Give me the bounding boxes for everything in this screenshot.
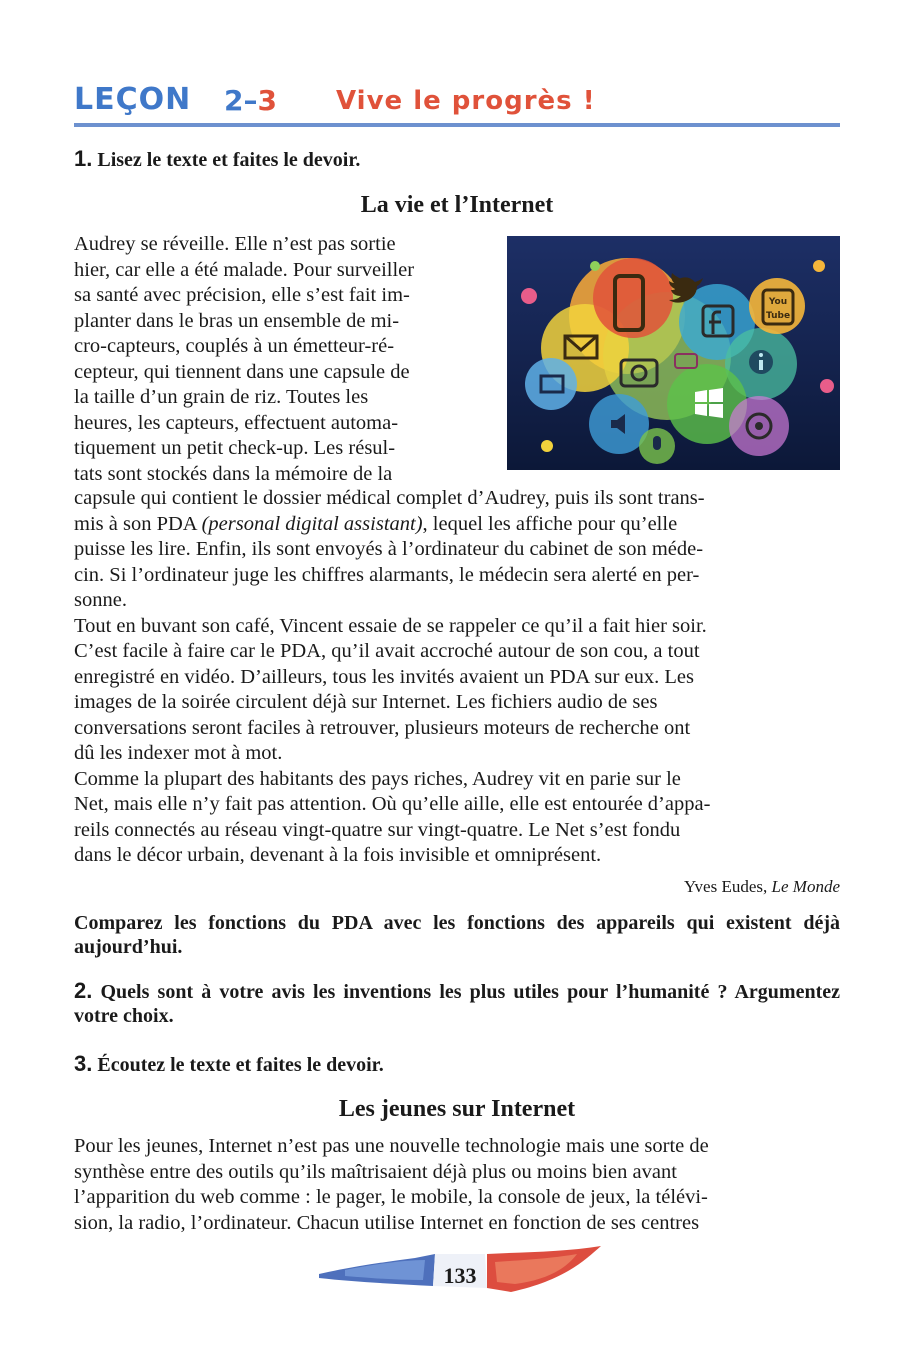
page-number: 133 bbox=[443, 1263, 477, 1288]
text1-line: la taille d’un grain de riz. Toutes les bbox=[74, 386, 369, 408]
text1-line: hier, car elle a été malade. Pour surveiller bbox=[74, 258, 415, 281]
task-2: 2. Quels sont à votre avis les inventions les plus utiles pour l’humanité ? Argumentez votre choix. bbox=[74, 978, 841, 1027]
text1-line: Audrey se réveille. Elle n’est pas sortie bbox=[74, 233, 396, 255]
text1-line: tiquement un petit check-up. Les résul- bbox=[74, 437, 396, 459]
text1-line: heures, les capteurs, effectuent automa- bbox=[74, 411, 399, 434]
social-media-icons-illustration bbox=[507, 236, 840, 470]
svg-text:You: You bbox=[768, 297, 788, 307]
text2-paragraph: Pour les jeunes, Internet n’est pas une nouvelle technologie mais une sorte de synthèse entre des outils qu’ils maîtrisaient déjà plus ou moins bien avant l’apparition du web comme : le pager, le mobile, la console de jeux, la télévi- sion, la radio, l’ordinateur. Chacun utilise Internet en fonction de ses centres bbox=[74, 1135, 709, 1234]
header-divider bbox=[74, 123, 840, 127]
text1-paragraph-2: Tout en buvant son café, Vincent essaie de se rappeler ce qu’il a fait hier soir. C’est facile à faire car le PDA, qu’il avait accroché autour de son cou, a tout enregistré en vidéo. D’ailleurs, tous les invités avaient un PDA sur eux. Les images de la soirée circulent déjà sur Internet. Les fichiers audio de ses conversations seront faciles à retrouver, plusieurs moteurs de recherche ont dû les indexer mot à mot. bbox=[74, 614, 707, 764]
svg-text:Tube: Tube bbox=[765, 311, 791, 321]
text2-title: Les jeunes sur Internet bbox=[338, 1096, 576, 1122]
text1-title: La vie et l’Internet bbox=[360, 192, 554, 218]
text1-paragraph-1-continued: capsule qui contient le dossier médical complet d’Audrey, puis ils sont trans- mis à son PDA (personal digital assistant), lequel les affiche pour qu’elle puisse les lire. Enfin, ils sont envoyés à l’ordinateur du cabinet de son méde- cin. Si l’ordinateur juge les chiffres alarmants, le médecin sera alerté en per- sonne. bbox=[74, 487, 705, 611]
text1-line: tats sont stockés dans la mémoire de la bbox=[74, 462, 393, 485]
task-3: 3. Écoutez le texte et faites le devoir. bbox=[74, 1051, 384, 1076]
page-footer bbox=[315, 1240, 605, 1300]
text1-wrapped-column bbox=[74, 232, 485, 487]
lesson-header bbox=[74, 82, 840, 128]
lesson-number: 2–3 bbox=[224, 84, 277, 117]
lesson-word: LEÇON bbox=[74, 82, 192, 117]
text1-paragraph-3: Comme la plupart des habitants des pays riches, Audrey vit en parie sur le Net, mais elle n’y fait pas attention. Où qu’elle aille, elle est entourée d’appa- reils connectés au réseau vingt-quatre sur vingt-quatre. Le Net s’est fondu dans le décor urbain, devenant à la fois invisible et omniprésent. bbox=[74, 767, 711, 866]
compare-task: Comparez les fonctions du PDA avec les fonctions des appareils qui existent déjà aujourd’hui. bbox=[74, 912, 840, 958]
text1-source: Yves Eudes, Le Monde bbox=[683, 877, 840, 896]
text1-line: cepteur, qui tiennent dans une capsule de bbox=[74, 360, 410, 383]
text1-line: cro-capteurs, couplés à un émetteur-ré- bbox=[74, 335, 395, 357]
lesson-title: Vive le progrès ! bbox=[336, 86, 596, 116]
text1-line: planter dans le bras un ensemble de mi- bbox=[74, 309, 400, 332]
task-1: 1. Lisez le texte et faites le devoir. bbox=[74, 146, 361, 171]
text1-line: sa santé avec précision, elle s’est fait im- bbox=[74, 284, 410, 306]
